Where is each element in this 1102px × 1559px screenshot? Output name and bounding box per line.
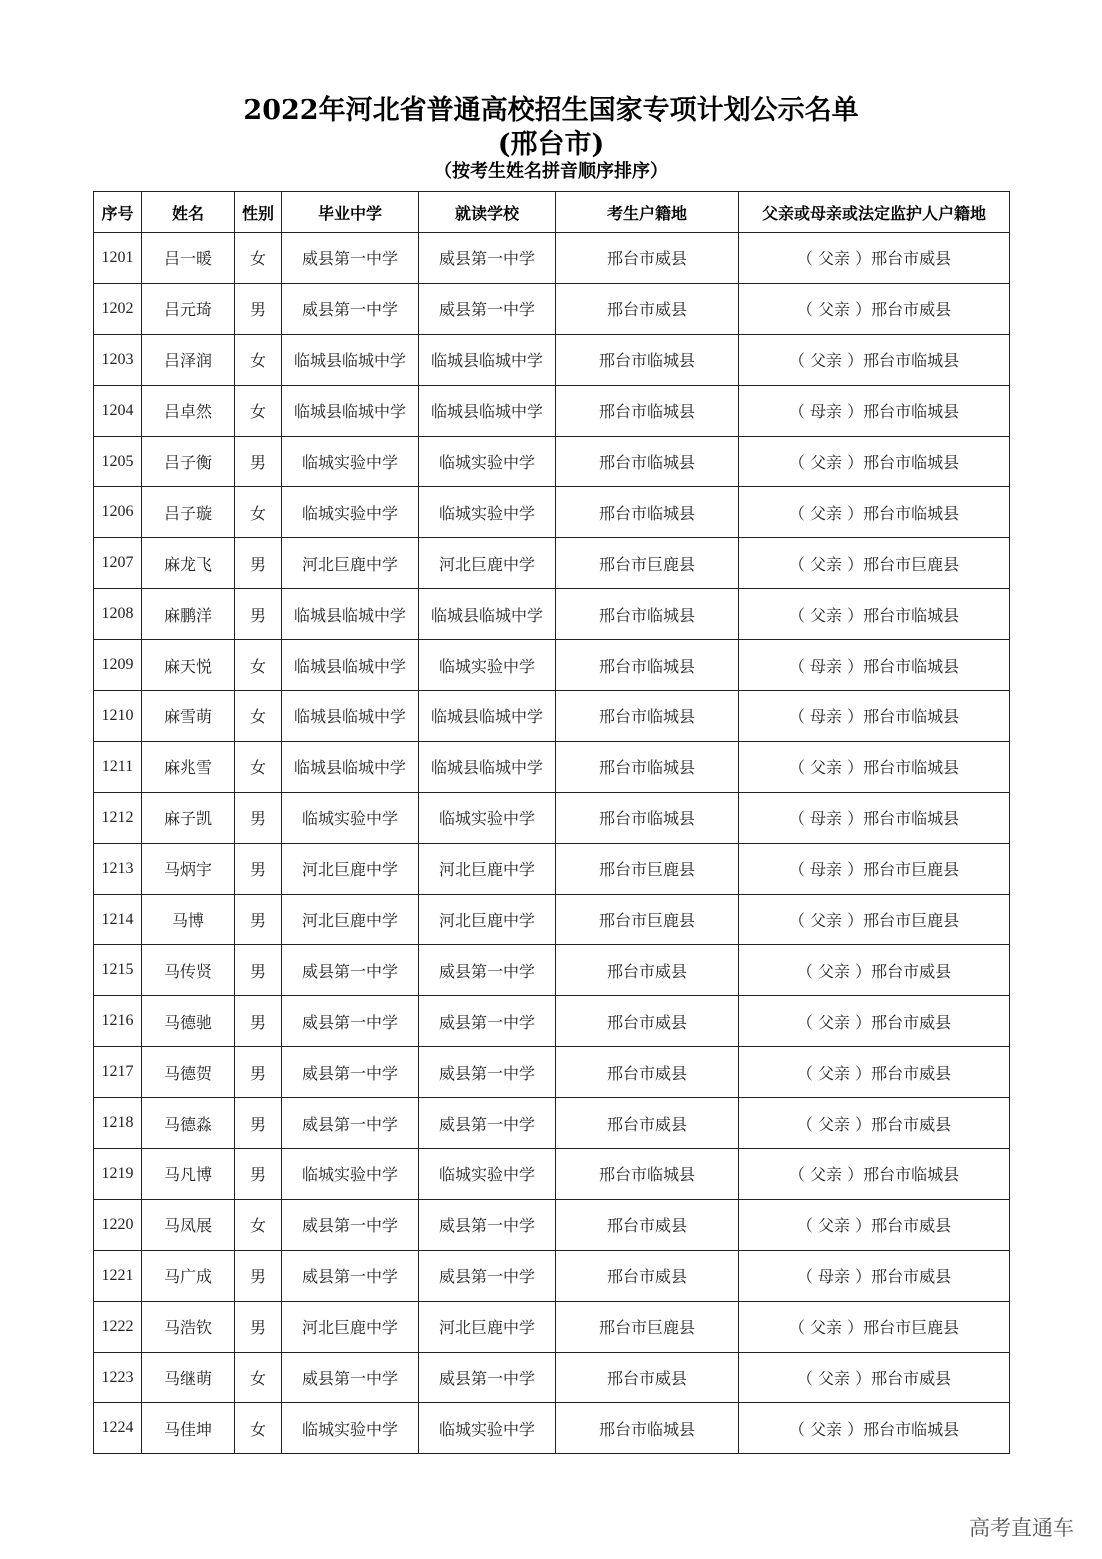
cell-name: 麻龙飞 bbox=[142, 538, 235, 589]
cell-gender: 女 bbox=[235, 691, 282, 742]
cell-gender: 男 bbox=[235, 1098, 282, 1149]
cell-seq: 1209 bbox=[94, 640, 142, 691]
cell-guardian-registration: （ 父亲 ）邢台市威县 bbox=[739, 945, 1010, 996]
cell-household-registration: 邢台市巨鹿县 bbox=[556, 843, 739, 894]
cell-gender: 男 bbox=[235, 436, 282, 487]
cell-gender: 男 bbox=[235, 843, 282, 894]
cell-household-registration: 邢台市临城县 bbox=[556, 1403, 739, 1454]
cell-seq: 1212 bbox=[94, 792, 142, 843]
cell-graduation-school: 威县第一中学 bbox=[282, 996, 419, 1047]
cell-gender: 女 bbox=[235, 741, 282, 792]
table-row bbox=[94, 1301, 1010, 1352]
cell-name: 麻兆雪 bbox=[142, 741, 235, 792]
cell-gender: 男 bbox=[235, 996, 282, 1047]
table-row bbox=[94, 233, 1010, 284]
cell-current-school: 临城实验中学 bbox=[419, 1149, 556, 1200]
cell-household-registration: 邢台市威县 bbox=[556, 1098, 739, 1149]
watermark-text: 高考直通车 bbox=[969, 1516, 1074, 1540]
cell-graduation-school: 临城县临城中学 bbox=[282, 691, 419, 742]
cell-seq: 1205 bbox=[94, 436, 142, 487]
cell-current-school: 临城县临城中学 bbox=[419, 741, 556, 792]
cell-graduation-school: 临城县临城中学 bbox=[282, 640, 419, 691]
table-row bbox=[94, 436, 1010, 487]
table-row bbox=[94, 996, 1010, 1047]
cell-current-school: 临城实验中学 bbox=[419, 640, 556, 691]
cell-gender: 女 bbox=[235, 487, 282, 538]
table-header-row bbox=[94, 192, 1010, 233]
cell-guardian-registration: （ 母亲 ）邢台市临城县 bbox=[739, 385, 1010, 436]
cell-gender: 男 bbox=[235, 589, 282, 640]
table-row bbox=[94, 1352, 1010, 1403]
cell-name: 吕子衡 bbox=[142, 436, 235, 487]
cell-guardian-registration: （ 父亲 ）邢台市临城县 bbox=[739, 1403, 1010, 1454]
cell-household-registration: 邢台市威县 bbox=[556, 996, 739, 1047]
cell-seq: 1206 bbox=[94, 487, 142, 538]
cell-household-registration: 邢台市威县 bbox=[556, 1199, 739, 1250]
cell-current-school: 临城县临城中学 bbox=[419, 334, 556, 385]
cell-gender: 男 bbox=[235, 1149, 282, 1200]
cell-household-registration: 邢台市威县 bbox=[556, 1047, 739, 1098]
cell-guardian-registration: （ 父亲 ）邢台市威县 bbox=[739, 1199, 1010, 1250]
cell-graduation-school: 临城实验中学 bbox=[282, 487, 419, 538]
cell-graduation-school: 临城县临城中学 bbox=[282, 334, 419, 385]
cell-current-school: 威县第一中学 bbox=[419, 283, 556, 334]
cell-current-school: 河北巨鹿中学 bbox=[419, 1301, 556, 1352]
cell-gender: 男 bbox=[235, 1047, 282, 1098]
table-row bbox=[94, 640, 1010, 691]
cell-current-school: 河北巨鹿中学 bbox=[419, 538, 556, 589]
cell-guardian-registration: （ 父亲 ）邢台市临城县 bbox=[739, 741, 1010, 792]
table-row bbox=[94, 589, 1010, 640]
cell-guardian-registration: （ 父亲 ）邢台市临城县 bbox=[739, 487, 1010, 538]
cell-graduation-school: 临城实验中学 bbox=[282, 1149, 419, 1200]
cell-name: 马浩钦 bbox=[142, 1301, 235, 1352]
cell-name: 马佳坤 bbox=[142, 1403, 235, 1454]
table-body bbox=[94, 233, 1010, 1454]
col-header-gender: 性别 bbox=[235, 192, 282, 233]
cell-current-school: 河北巨鹿中学 bbox=[419, 894, 556, 945]
cell-gender: 女 bbox=[235, 334, 282, 385]
cell-name: 马继萌 bbox=[142, 1352, 235, 1403]
cell-seq: 1214 bbox=[94, 894, 142, 945]
cell-seq: 1213 bbox=[94, 843, 142, 894]
col-header-seq: 序号 bbox=[94, 192, 142, 233]
table-row bbox=[94, 792, 1010, 843]
cell-graduation-school: 威县第一中学 bbox=[282, 1352, 419, 1403]
cell-household-registration: 邢台市临城县 bbox=[556, 334, 739, 385]
document-title: 2022年河北省普通高校招生国家专项计划公示名单 bbox=[243, 95, 859, 126]
cell-current-school: 临城实验中学 bbox=[419, 436, 556, 487]
cell-graduation-school: 威县第一中学 bbox=[282, 945, 419, 996]
cell-seq: 1223 bbox=[94, 1352, 142, 1403]
cell-current-school: 威县第一中学 bbox=[419, 1352, 556, 1403]
cell-household-registration: 邢台市临城县 bbox=[556, 640, 739, 691]
cell-seq: 1210 bbox=[94, 691, 142, 742]
cell-current-school: 临城县临城中学 bbox=[419, 589, 556, 640]
cell-guardian-registration: （ 父亲 ）邢台市威县 bbox=[739, 1047, 1010, 1098]
cell-seq: 1201 bbox=[94, 233, 142, 284]
table-row bbox=[94, 385, 1010, 436]
cell-guardian-registration: （ 母亲 ）邢台市临城县 bbox=[739, 792, 1010, 843]
cell-name: 马凤展 bbox=[142, 1199, 235, 1250]
cell-seq: 1217 bbox=[94, 1047, 142, 1098]
cell-graduation-school: 临城县临城中学 bbox=[282, 589, 419, 640]
cell-guardian-registration: （ 父亲 ）邢台市威县 bbox=[739, 1352, 1010, 1403]
cell-graduation-school: 河北巨鹿中学 bbox=[282, 1301, 419, 1352]
cell-gender: 女 bbox=[235, 640, 282, 691]
cell-graduation-school: 威县第一中学 bbox=[282, 1250, 419, 1301]
cell-name: 马德驰 bbox=[142, 996, 235, 1047]
cell-graduation-school: 临城实验中学 bbox=[282, 1403, 419, 1454]
cell-guardian-registration: （ 母亲 ）邢台市临城县 bbox=[739, 691, 1010, 742]
cell-guardian-registration: （ 父亲 ）邢台市威县 bbox=[739, 1098, 1010, 1149]
cell-seq: 1221 bbox=[94, 1250, 142, 1301]
cell-seq: 1211 bbox=[94, 741, 142, 792]
cell-graduation-school: 威县第一中学 bbox=[282, 1199, 419, 1250]
cell-graduation-school: 河北巨鹿中学 bbox=[282, 843, 419, 894]
cell-current-school: 河北巨鹿中学 bbox=[419, 843, 556, 894]
table-row bbox=[94, 1047, 1010, 1098]
cell-current-school: 临城实验中学 bbox=[419, 487, 556, 538]
cell-current-school: 威县第一中学 bbox=[419, 1047, 556, 1098]
cell-household-registration: 邢台市临城县 bbox=[556, 691, 739, 742]
cell-graduation-school: 临城实验中学 bbox=[282, 792, 419, 843]
cell-household-registration: 邢台市巨鹿县 bbox=[556, 538, 739, 589]
cell-graduation-school: 威县第一中学 bbox=[282, 283, 419, 334]
col-header-current-school: 就读学校 bbox=[419, 192, 556, 233]
cell-gender: 女 bbox=[235, 1199, 282, 1250]
cell-name: 马传贤 bbox=[142, 945, 235, 996]
cell-name: 马博 bbox=[142, 894, 235, 945]
table-row bbox=[94, 334, 1010, 385]
cell-gender: 男 bbox=[235, 1250, 282, 1301]
candidate-table bbox=[93, 191, 1010, 1454]
cell-guardian-registration: （ 父亲 ）邢台市临城县 bbox=[739, 436, 1010, 487]
cell-seq: 1219 bbox=[94, 1149, 142, 1200]
cell-household-registration: 邢台市巨鹿县 bbox=[556, 894, 739, 945]
cell-current-school: 威县第一中学 bbox=[419, 945, 556, 996]
cell-seq: 1207 bbox=[94, 538, 142, 589]
cell-guardian-registration: （ 父亲 ）邢台市临城县 bbox=[739, 1149, 1010, 1200]
cell-gender: 男 bbox=[235, 283, 282, 334]
table-row bbox=[94, 1403, 1010, 1454]
cell-name: 马广成 bbox=[142, 1250, 235, 1301]
table-row bbox=[94, 945, 1010, 996]
cell-household-registration: 邢台市临城县 bbox=[556, 385, 739, 436]
table-row bbox=[94, 538, 1010, 589]
cell-current-school: 威县第一中学 bbox=[419, 1250, 556, 1301]
cell-current-school: 临城实验中学 bbox=[419, 1403, 556, 1454]
cell-guardian-registration: （ 父亲 ）邢台市巨鹿县 bbox=[739, 538, 1010, 589]
cell-household-registration: 邢台市威县 bbox=[556, 1250, 739, 1301]
cell-gender: 女 bbox=[235, 1403, 282, 1454]
cell-household-registration: 邢台市临城县 bbox=[556, 792, 739, 843]
cell-household-registration: 邢台市临城县 bbox=[556, 741, 739, 792]
cell-name: 吕泽润 bbox=[142, 334, 235, 385]
cell-name: 麻雪萌 bbox=[142, 691, 235, 742]
cell-guardian-registration: （ 父亲 ）邢台市威县 bbox=[739, 233, 1010, 284]
cell-current-school: 威县第一中学 bbox=[419, 233, 556, 284]
cell-gender: 女 bbox=[235, 1352, 282, 1403]
cell-household-registration: 邢台市威县 bbox=[556, 283, 739, 334]
cell-guardian-registration: （ 父亲 ）邢台市威县 bbox=[739, 283, 1010, 334]
cell-household-registration: 邢台市威县 bbox=[556, 1352, 739, 1403]
cell-name: 吕元琦 bbox=[142, 283, 235, 334]
cell-current-school: 临城县临城中学 bbox=[419, 691, 556, 742]
cell-name: 吕一暖 bbox=[142, 233, 235, 284]
cell-graduation-school: 威县第一中学 bbox=[282, 1047, 419, 1098]
document-sort-note: （按考生姓名拼音顺序排序） bbox=[434, 161, 668, 182]
cell-name: 马炳宇 bbox=[142, 843, 235, 894]
cell-gender: 男 bbox=[235, 538, 282, 589]
cell-guardian-registration: （ 母亲 ）邢台市临城县 bbox=[739, 640, 1010, 691]
cell-gender: 男 bbox=[235, 792, 282, 843]
cell-graduation-school: 威县第一中学 bbox=[282, 1098, 419, 1149]
cell-guardian-registration: （ 父亲 ）邢台市巨鹿县 bbox=[739, 894, 1010, 945]
col-header-guardian-registration: 父亲或母亲或法定监护人户籍地 bbox=[739, 192, 1010, 233]
table-row bbox=[94, 1199, 1010, 1250]
cell-guardian-registration: （ 父亲 ）邢台市临城县 bbox=[739, 589, 1010, 640]
cell-seq: 1216 bbox=[94, 996, 142, 1047]
cell-household-registration: 邢台市临城县 bbox=[556, 1149, 739, 1200]
cell-household-registration: 邢台市巨鹿县 bbox=[556, 1301, 739, 1352]
cell-guardian-registration: （ 父亲 ）邢台市巨鹿县 bbox=[739, 1301, 1010, 1352]
cell-current-school: 临城实验中学 bbox=[419, 792, 556, 843]
cell-gender: 女 bbox=[235, 233, 282, 284]
cell-graduation-school: 河北巨鹿中学 bbox=[282, 538, 419, 589]
cell-name: 麻鹏洋 bbox=[142, 589, 235, 640]
cell-seq: 1218 bbox=[94, 1098, 142, 1149]
table-row bbox=[94, 1250, 1010, 1301]
cell-current-school: 临城县临城中学 bbox=[419, 385, 556, 436]
cell-seq: 1222 bbox=[94, 1301, 142, 1352]
cell-guardian-registration: （ 父亲 ）邢台市临城县 bbox=[739, 334, 1010, 385]
table-row bbox=[94, 894, 1010, 945]
cell-household-registration: 邢台市威县 bbox=[556, 233, 739, 284]
cell-graduation-school: 临城实验中学 bbox=[282, 436, 419, 487]
col-header-name: 姓名 bbox=[142, 192, 235, 233]
cell-guardian-registration: （ 父亲 ）邢台市威县 bbox=[739, 996, 1010, 1047]
cell-name: 马德淼 bbox=[142, 1098, 235, 1149]
cell-guardian-registration: （ 母亲 ）邢台市威县 bbox=[739, 1250, 1010, 1301]
cell-current-school: 威县第一中学 bbox=[419, 1199, 556, 1250]
cell-seq: 1202 bbox=[94, 283, 142, 334]
cell-graduation-school: 临城县临城中学 bbox=[282, 741, 419, 792]
cell-household-registration: 邢台市临城县 bbox=[556, 589, 739, 640]
cell-household-registration: 邢台市临城县 bbox=[556, 436, 739, 487]
cell-current-school: 威县第一中学 bbox=[419, 996, 556, 1047]
cell-seq: 1204 bbox=[94, 385, 142, 436]
cell-household-registration: 邢台市威县 bbox=[556, 945, 739, 996]
cell-gender: 男 bbox=[235, 894, 282, 945]
cell-gender: 女 bbox=[235, 385, 282, 436]
cell-seq: 1215 bbox=[94, 945, 142, 996]
table-row bbox=[94, 1098, 1010, 1149]
cell-graduation-school: 临城县临城中学 bbox=[282, 385, 419, 436]
table-row bbox=[94, 1149, 1010, 1200]
cell-gender: 男 bbox=[235, 945, 282, 996]
cell-seq: 1224 bbox=[94, 1403, 142, 1454]
cell-current-school: 威县第一中学 bbox=[419, 1098, 556, 1149]
cell-graduation-school: 威县第一中学 bbox=[282, 233, 419, 284]
cell-name: 马德贺 bbox=[142, 1047, 235, 1098]
cell-name: 马凡博 bbox=[142, 1149, 235, 1200]
cell-name: 吕子璇 bbox=[142, 487, 235, 538]
cell-gender: 男 bbox=[235, 1301, 282, 1352]
cell-seq: 1220 bbox=[94, 1199, 142, 1250]
table-row bbox=[94, 843, 1010, 894]
table-row bbox=[94, 283, 1010, 334]
col-header-household-registration: 考生户籍地 bbox=[556, 192, 739, 233]
cell-graduation-school: 河北巨鹿中学 bbox=[282, 894, 419, 945]
table-row bbox=[94, 487, 1010, 538]
document-subtitle-city: (邢台市) bbox=[497, 129, 605, 160]
cell-name: 吕卓然 bbox=[142, 385, 235, 436]
table-row bbox=[94, 691, 1010, 742]
cell-guardian-registration: （ 母亲 ）邢台市巨鹿县 bbox=[739, 843, 1010, 894]
cell-name: 麻子凯 bbox=[142, 792, 235, 843]
cell-seq: 1208 bbox=[94, 589, 142, 640]
cell-name: 麻天悦 bbox=[142, 640, 235, 691]
cell-household-registration: 邢台市临城县 bbox=[556, 487, 739, 538]
cell-seq: 1203 bbox=[94, 334, 142, 385]
col-header-graduation-school: 毕业中学 bbox=[282, 192, 419, 233]
table-row bbox=[94, 741, 1010, 792]
